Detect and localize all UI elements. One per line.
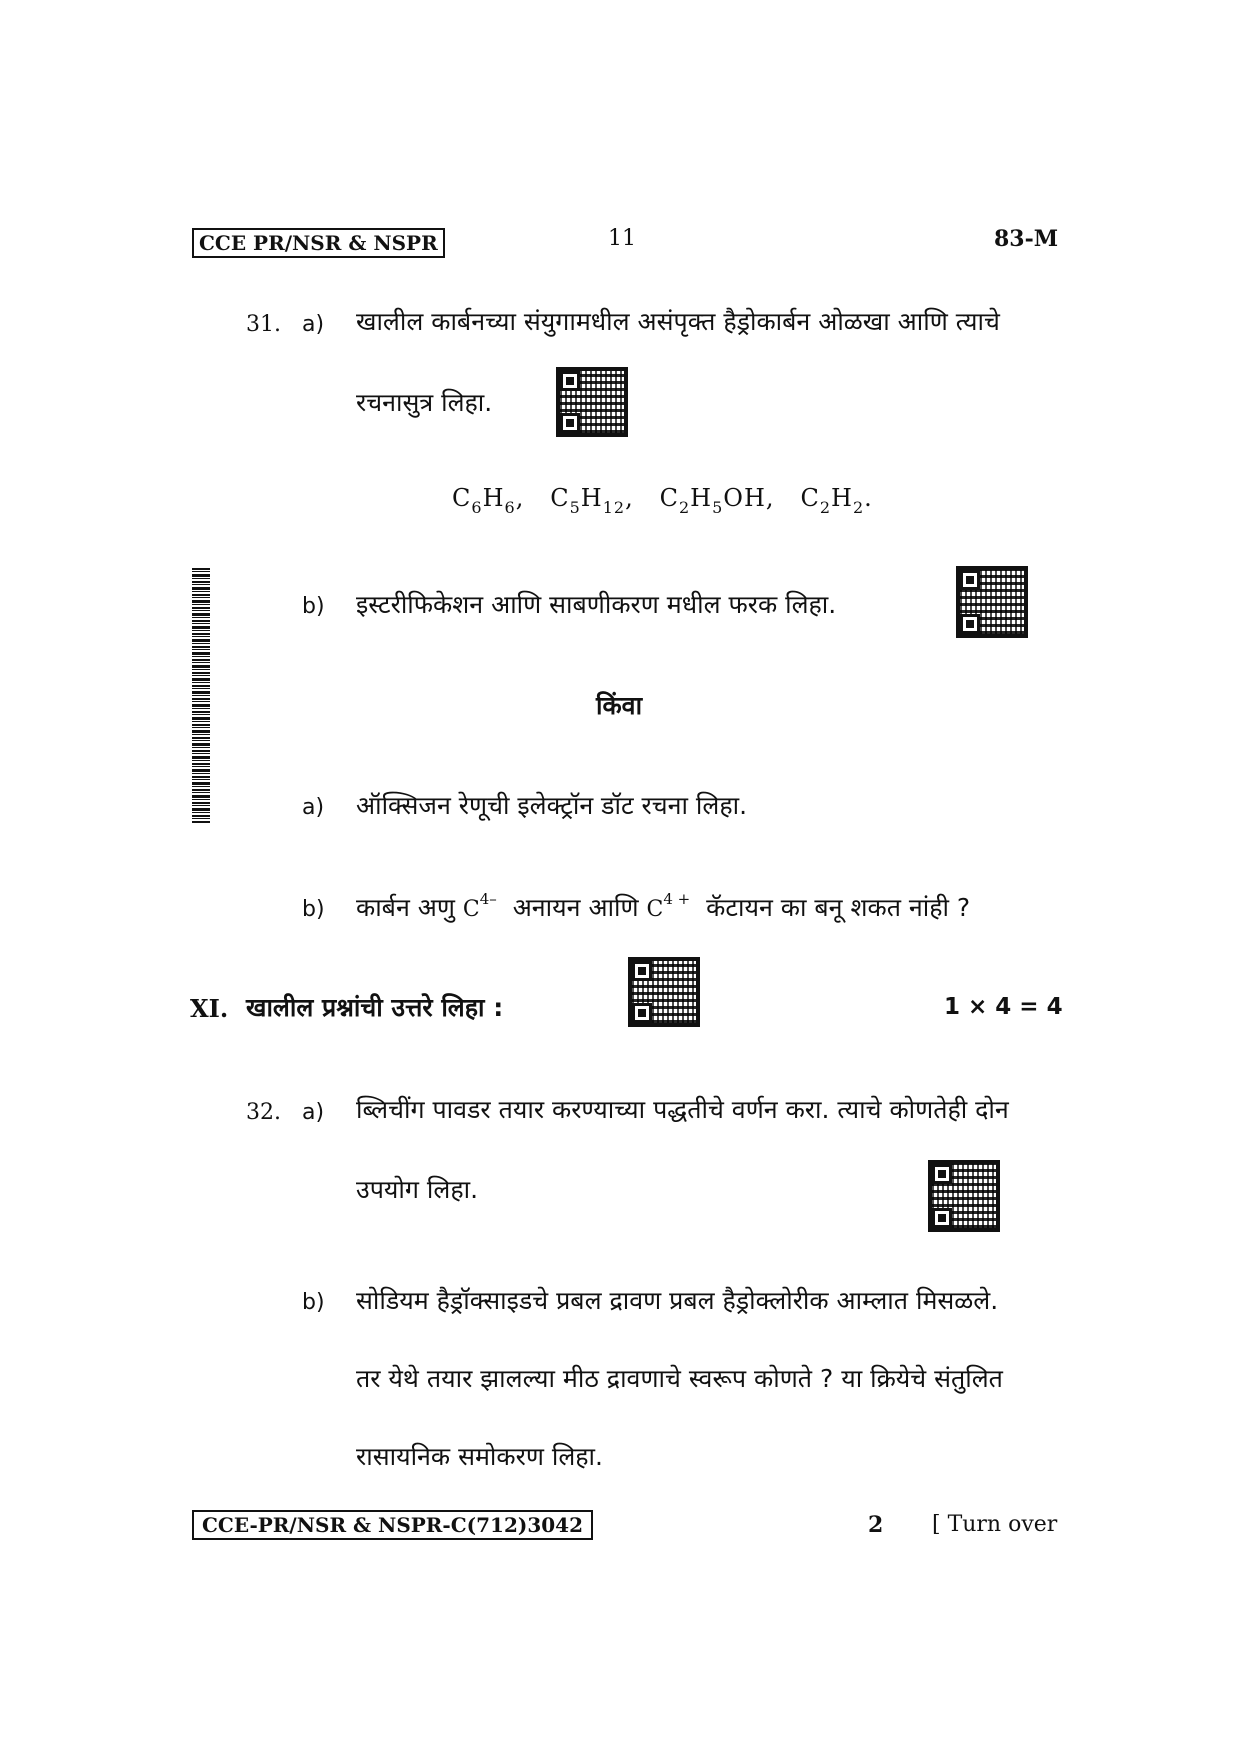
question-31-number: 31. [246,312,281,337]
header-paper-label: CCE PR/NSR & NSPR [192,228,445,258]
page-number: 11 [608,226,636,251]
formula-c2h2: $C_2H_2$. [800,484,873,517]
footer-paper-label: CCE-PR/NSR & NSPR-C(712)3042 [192,1510,593,1540]
question-31-b-text: इस्टरीफिकेशन आणि साबणीकरण मधील फरक लिहा. [356,590,837,619]
question-31-a-line2: रचनासुत्र लिहा. [356,388,493,417]
formula-list [452,484,873,517]
question-31-alt-a-text: ऑक्सिजन रेणूची इलेक्ट्रॉन डॉट रचना लिहा. [356,791,748,820]
section-marks: 1 × 4 = 4 [944,994,1063,1020]
question-32-number: 32. [246,1100,281,1125]
qr-code [956,566,1028,638]
question-31-alt-b-text: कार्बन अणु $C^{4-}$ अनायन आणि $C^{4 +}$ कॅटायन का बनू शकत नांही ? [356,890,971,922]
or-separator: किंवा [596,691,643,720]
section-title: खालील प्रश्नांची उत्तरे लिहा : [246,993,504,1022]
sheet-number: 2 [868,1512,884,1538]
question-31-alt-a-label: a) [302,795,325,820]
question-31-b-label: b) [302,594,325,619]
question-32-a-line2: उपयोग लिहा. [356,1175,479,1204]
question-32-a-line1: ब्लिचींग पावडर तयार करण्याच्या पद्धतीचे वर्णन करा. त्याचे कोणतेही दोन [356,1095,1009,1124]
question-31-a-label: a) [302,312,325,337]
side-barcode [192,568,210,823]
formula-c6h6: $C_6H_6$, [452,484,525,517]
formula-c2h5oh: $C_2H_5OH$, [659,484,775,517]
paper-code: 83-M [994,226,1059,252]
question-32-b-label: b) [302,1290,325,1315]
question-32-b-line2: तर येथे तयार झालल्या मीठ द्रावणाचे स्वरूप कोणते ? या क्रियेचे संतुलित [356,1364,1003,1393]
question-31-a-line1: खालील कार्बनच्या संयुगामधील असंपृक्त हैड्रोकार्बन ओळखा आणि त्याचे [356,307,1000,336]
qr-code [628,957,700,1027]
turn-over-note: [ Turn over [932,1512,1058,1537]
formula-c5h12: $C_5H_{12}$, [550,484,634,517]
qr-code [556,367,628,437]
question-32-b-line1: सोडियम हैड्रॉक्साइडचे प्रबल द्रावण प्रबल हैड्रोक्लोरीक आम्लात मिसळले. [356,1286,999,1315]
question-31-alt-b-label: b) [302,897,325,922]
question-32-b-line3: रासायनिक समोकरण लिहा. [356,1442,603,1471]
question-32-a-label: a) [302,1100,325,1125]
section-numeral: XI. [190,994,229,1023]
qr-code [928,1160,1000,1232]
